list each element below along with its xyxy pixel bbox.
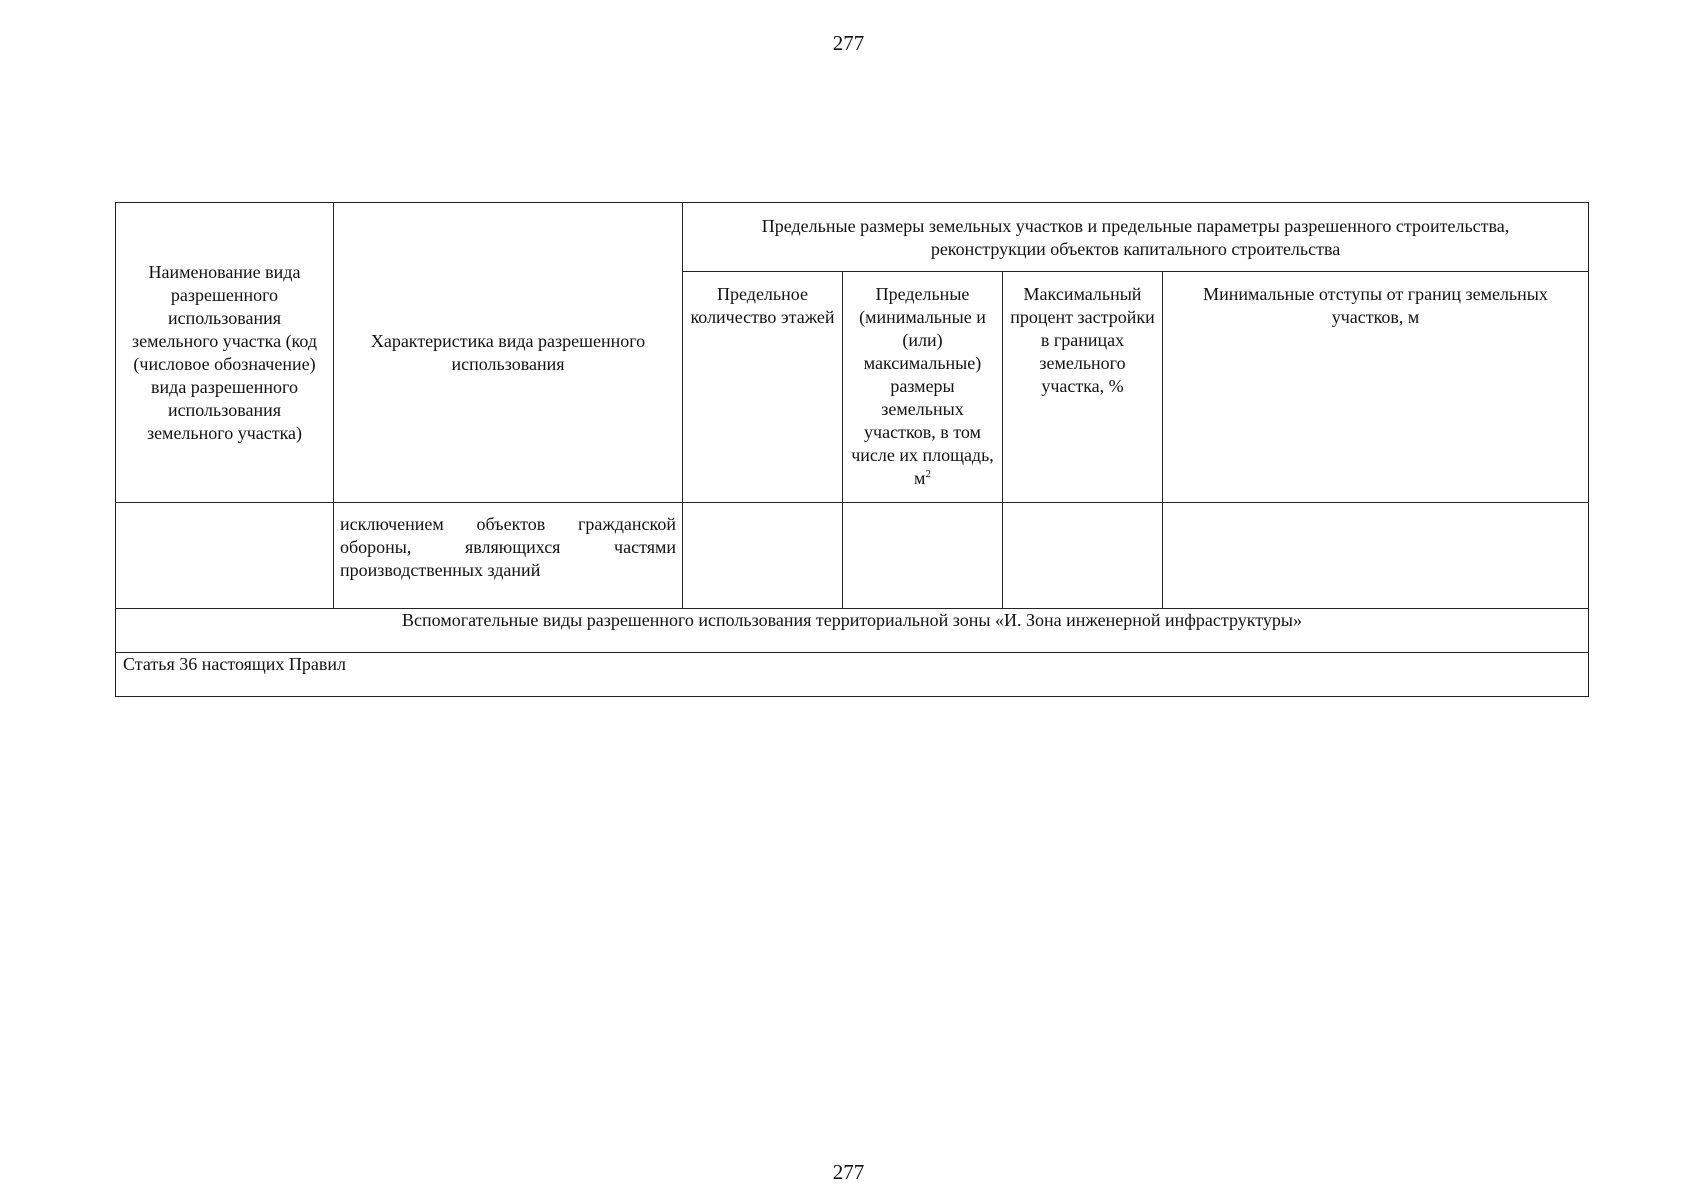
- cell-max-coverage: [1003, 503, 1163, 609]
- article-reference-row: [116, 653, 1589, 697]
- header-max-floors: Предельное количество этажей: [683, 272, 843, 503]
- auxiliary-uses-row: [116, 609, 1589, 653]
- header-plot-size-text: Предельные (минимальные и (или) максимальные) размеры земельных участков, в том числе их площадь, м: [851, 284, 994, 488]
- page-number-bottom: 277: [832, 1160, 865, 1184]
- table-header-row-1: [116, 203, 1589, 272]
- auxiliary-uses-title: Вспомогательные виды разрешенного использования территориальной зоны «И. Зона инженерной инфраструктуры»: [116, 609, 1589, 653]
- header-min-setbacks: Минимальные отступы от границ земельных участков, м: [1163, 272, 1589, 503]
- table-row: [116, 503, 1589, 609]
- cell-usage-characteristic: исключением объектов гражданской обороны, являющихся частями производственных зданий: [334, 503, 683, 609]
- cell-min-setbacks: [1163, 503, 1589, 609]
- zoning-parameters-table: [115, 202, 1589, 697]
- header-usage-characteristic: Характеристика вида разрешенного использования: [334, 203, 683, 503]
- header-limits-group: Предельные размеры земельных участков и предельные параметры разрешенного строительства, реконструкции объектов капитального строительства: [683, 203, 1589, 272]
- header-plot-size: [843, 272, 1003, 503]
- header-usage-name: Наименование вида разрешенного использования земельного участка (код (числовое обозначение) вида разрешенного использования земельного участка): [116, 203, 334, 503]
- cell-max-floors: [683, 503, 843, 609]
- cell-plot-size: [843, 503, 1003, 609]
- header-plot-size-sup: 2: [925, 468, 931, 480]
- article-reference: Статья 36 настоящих Правил: [116, 653, 1589, 697]
- header-max-coverage: Максимальный процент застройки в границах земельного участка, %: [1003, 272, 1163, 503]
- page-number-top: 277: [832, 31, 865, 55]
- cell-usage-name: [116, 503, 334, 609]
